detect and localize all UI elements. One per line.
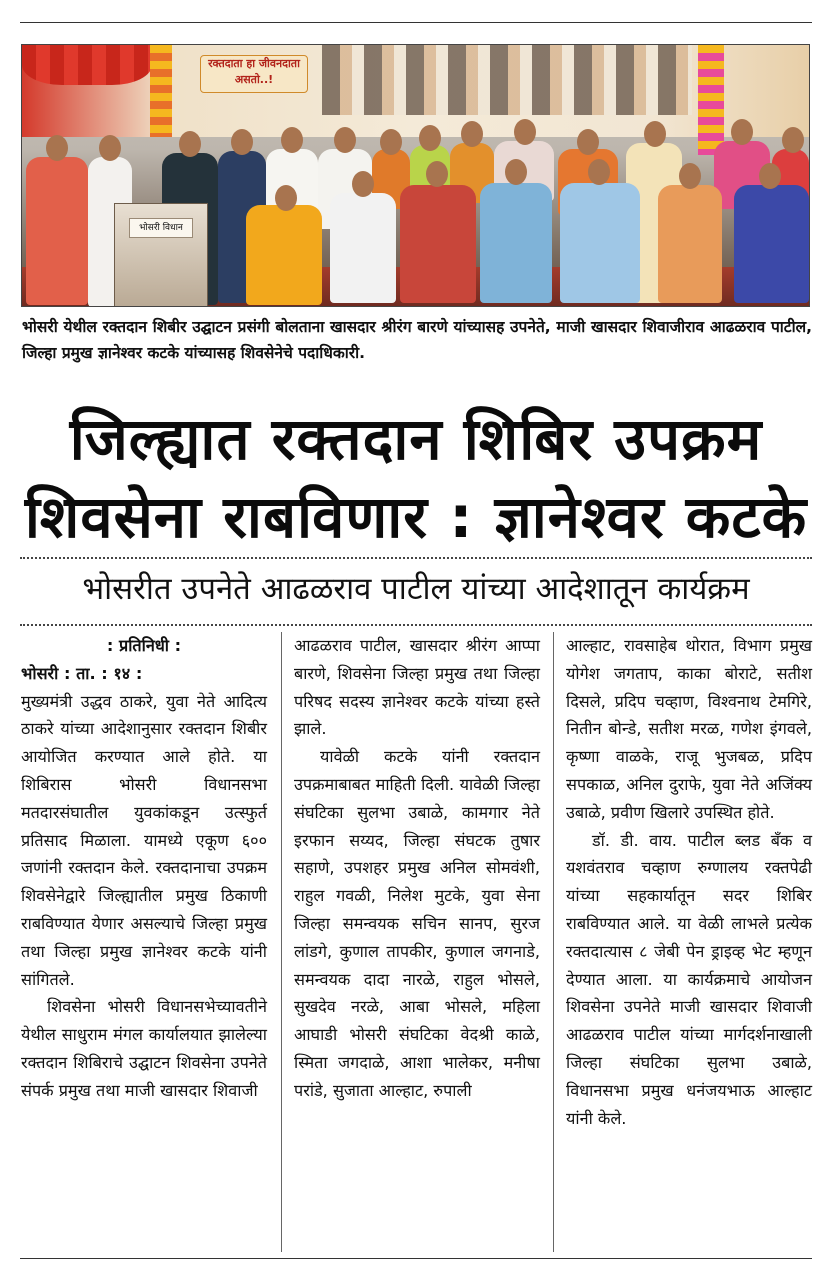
person-head	[514, 119, 536, 145]
person-head	[179, 131, 201, 157]
portraits-strip	[322, 45, 692, 115]
person	[734, 185, 809, 303]
person-head	[275, 185, 297, 211]
person-head	[461, 121, 483, 147]
sub-headline: भोसरीत उपनेते आढळराव पाटील यांच्या आदेशातून कार्यक्रम	[82, 571, 750, 607]
person-head	[281, 127, 303, 153]
column-separator	[281, 632, 282, 1252]
person-head	[334, 127, 356, 153]
person-head	[577, 129, 599, 155]
person	[560, 183, 640, 303]
person-head	[759, 163, 781, 189]
podium	[114, 203, 208, 307]
person-head	[380, 129, 402, 155]
person	[330, 193, 396, 303]
person-head	[731, 119, 753, 145]
flower-garland-left	[150, 45, 172, 137]
person-head	[588, 159, 610, 185]
article-paragraph: आल्हाट, रावसाहेब थोरात, विभाग प्रमुख योगेश जगताप, काका बोराटे, सतीश दिसले, प्रदिप चव्हाण, विश्वनाथ टेमगिरे, नितीन बोन्डे, सतीश मरळ, गणेश इंगवले, कृष्णा वाळके, राजू भुजबळ, प्रदिप सपकाळ, अनिल दुराफे, युवा नेते अजिंक्य उबाळे, प्रवीण खिलारे उपस्थित होते.	[566, 636, 812, 822]
article-column-3	[566, 632, 812, 1132]
dotted-divider	[20, 557, 812, 559]
dotted-divider	[20, 624, 812, 626]
article-paragraph: डॉ. डी. वाय. पाटील ब्लड बँक व यशवंतराव चव्हाण रुग्णालय रक्तपेढी यांच्या सहकार्यातून सदर शिबिर राबविण्यात आले. या वेळी लाभले प्रत्येक रक्तदात्यास ८ जेबी पेन ड्राइव्ह भेट म्हणून देण्यात आला. या कार्यक्रमाचे आयोजन शिवसेना उपनेते माजी खासदार शिवाजी आढळराव पाटील यांच्या मार्गदर्शनाखाली जिल्हा संघटिका सुलभा उबाळे, विधानसभा प्रमुख धनंजयभाऊ आल्हाट यांनी केले.	[566, 830, 812, 1128]
person-head	[99, 135, 121, 161]
person	[26, 157, 88, 305]
person	[480, 183, 552, 303]
column-separator	[553, 632, 554, 1252]
bottom-rule	[20, 1258, 812, 1259]
article-column-1	[21, 632, 267, 1105]
headline-line-1: जिल्ह्यात रक्तदान शिबिर उपक्रम	[69, 405, 763, 473]
article-paragraph: यावेळी कटके यांनी रक्तदान उपक्रमाबाबत माहिती दिली. यावेळी जिल्हा संघटिका सुलभा उबाळे, कामगार नेते इरफान सय्यद, जिल्हा संघटक तुषार सहाणे, उपशहर प्रमुख अनिल सोमवंशी, राहुल गवळी, निलेश मुटके, युवा सेना जिल्हा समन्वयक सचिन सानप, सुरज लांडगे, कुणाल तापकीर, कुणाल जगनाडे, समन्वयक दादा नारळे, राहुल भोसले, सुखदेव नरळे, आबा भोसले, महिला आघाडी भोसरी संघटिका वेदश्री काळे, स्मिता जगदाळे, आशा भालेकर, मनीषा परांडे, सुजाता आल्हाट, रुपाली	[294, 747, 540, 1100]
person-head	[644, 121, 666, 147]
byline: : प्रतिनिधी :	[106, 636, 182, 655]
article-paragraph: मुख्यमंत्री उद्धव ठाकरे, युवा नेते आदित्य ठाकरे यांच्या आदेशानुसार रक्तदान शिबीर आयोजित करण्यात आले होते. या शिबिरास भोसरी विधानसभा मतदारसंघातील युवकांकडून उत्स्फुर्त प्रतिसाद मिळाला. यामध्ये एकूण ६०० जणांनी रक्तदान केले. रक्तदानाचा उपक्रम शिवसेनेद्वारे जिल्ह्यातील प्रमुख ठिकाणी राबविण्यात येणार असल्याचे जिल्हा प्रमुख तथा जिल्हा प्रमुख ज्ञानेश्वर कटके यांनी सांगितले.	[21, 691, 267, 989]
article-paragraph: शिवसेना भोसरी विधानसभेच्यावतीने येथील साधुराम मंगल कार्यालयात झालेल्या रक्तदान शिबिराचे उद्घाटन शिवसेना उपनेते संपर्क प्रमुख तथा माजी खासदार शिवाजी	[21, 997, 267, 1100]
person-head	[679, 163, 701, 189]
article-column-2	[294, 632, 540, 1105]
person-head	[231, 129, 253, 155]
person-head	[505, 159, 527, 185]
person	[246, 205, 322, 305]
person-head	[426, 161, 448, 187]
person	[400, 185, 476, 303]
flower-garland-right	[698, 45, 724, 155]
article-paragraph: आढळराव पाटील, खासदार श्रीरंग आप्पा बारणे, शिवसेना जिल्हा प्रमुख तथा जिल्हा परिषद सदस्य ज्ञानेश्वर कटके यांच्या हस्ते झाले.	[294, 636, 540, 739]
red-curtain	[22, 45, 152, 85]
person-head	[782, 127, 804, 153]
person-head	[46, 135, 68, 161]
person-head	[419, 125, 441, 151]
news-photo	[21, 44, 810, 307]
headline-line-2: शिवसेना राबविणार : ज्ञानेश्वर कटके	[24, 483, 808, 551]
dateline: भोसरी : ता. : १४ :	[21, 663, 143, 683]
podium-label: भोसरी विधान	[129, 218, 193, 238]
person	[658, 185, 722, 303]
person-head	[352, 171, 374, 197]
top-rule	[20, 22, 812, 23]
photo-caption: भोसरी येथील रक्तदान शिबीर उद्घाटन प्रसंगी बोलताना खासदार श्रीरंग बारणे यांच्यासह उपनेते, माजी खासदार शिवाजीराव आढळराव पाटील, जिल्हा प्रमुख ज्ञानेश्वर कटके यांच्यासह शिवसेनेचे पदाधिकारी.	[22, 318, 812, 362]
banner-slogan: रक्तदाता हा जीवनदाता असतो..!	[200, 55, 308, 93]
